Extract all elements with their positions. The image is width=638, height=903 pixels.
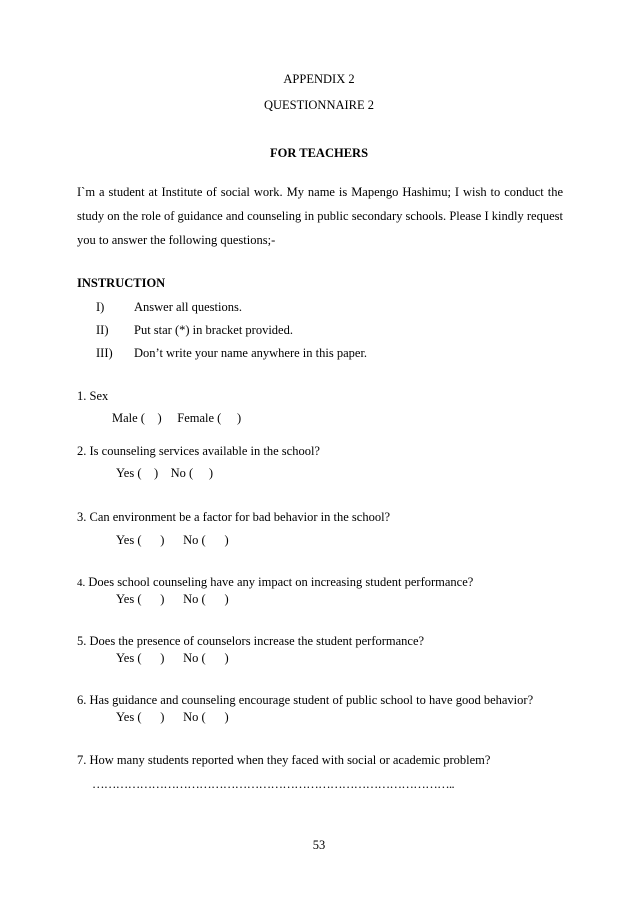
questionnaire-title: QUESTIONNAIRE 2 xyxy=(263,98,375,112)
instruction-number: III) xyxy=(96,346,113,360)
question-3-options[interactable]: Yes ( ) No ( ) xyxy=(116,533,229,547)
question-3: 3. Can environment be a factor for bad behavior in the school? xyxy=(77,510,391,524)
instruction-text: Put star (*) in bracket provided. xyxy=(134,323,293,337)
instruction-number: I) xyxy=(96,300,105,314)
question-1-options[interactable]: Male ( ) Female ( ) xyxy=(112,411,242,425)
question-5: 5. Does the presence of counselors increase the student performance? xyxy=(77,634,425,648)
instruction-number: II) xyxy=(96,323,109,337)
appendix-title: APPENDIX 2 xyxy=(283,72,355,86)
question-4-options[interactable]: Yes ( ) No ( ) xyxy=(116,592,229,606)
intro-paragraph: I`m a student at Institute of social work. My name is Mapengo Hashimu; I wish to conduct the study on the role of guidance and counseling in public secondary schools. Please I kindly request you to answer the following questions;- xyxy=(77,185,563,247)
question-4-text: Does school counseling have any impact on increasing student performance? xyxy=(85,575,474,589)
question-6: 6. Has guidance and counseling encourage student of public school to have good behavior? xyxy=(77,693,534,707)
audience-heading: FOR TEACHERS xyxy=(269,146,369,160)
question-2-options[interactable]: Yes ( ) No ( ) xyxy=(116,466,213,480)
question-7: 7. How many students reported when they faced with social or academic problem? xyxy=(77,753,491,767)
question-7-answer-line[interactable]: ……………………………………………………………………………….. xyxy=(92,777,455,791)
question-1: 1. Sex xyxy=(77,389,109,403)
instruction-heading: INSTRUCTION xyxy=(77,276,166,290)
question-2: 2. Is counseling services available in the school? xyxy=(77,444,320,458)
instruction-text: Answer all questions. xyxy=(134,300,242,314)
page-number: 53 xyxy=(312,838,326,852)
instruction-text: Don’t write your name anywhere in this paper. xyxy=(134,346,368,360)
question-5-options[interactable]: Yes ( ) No ( ) xyxy=(116,651,229,665)
question-4 xyxy=(77,575,473,590)
question-4-number: 4. xyxy=(77,577,86,589)
question-6-options[interactable]: Yes ( ) No ( ) xyxy=(116,710,229,724)
